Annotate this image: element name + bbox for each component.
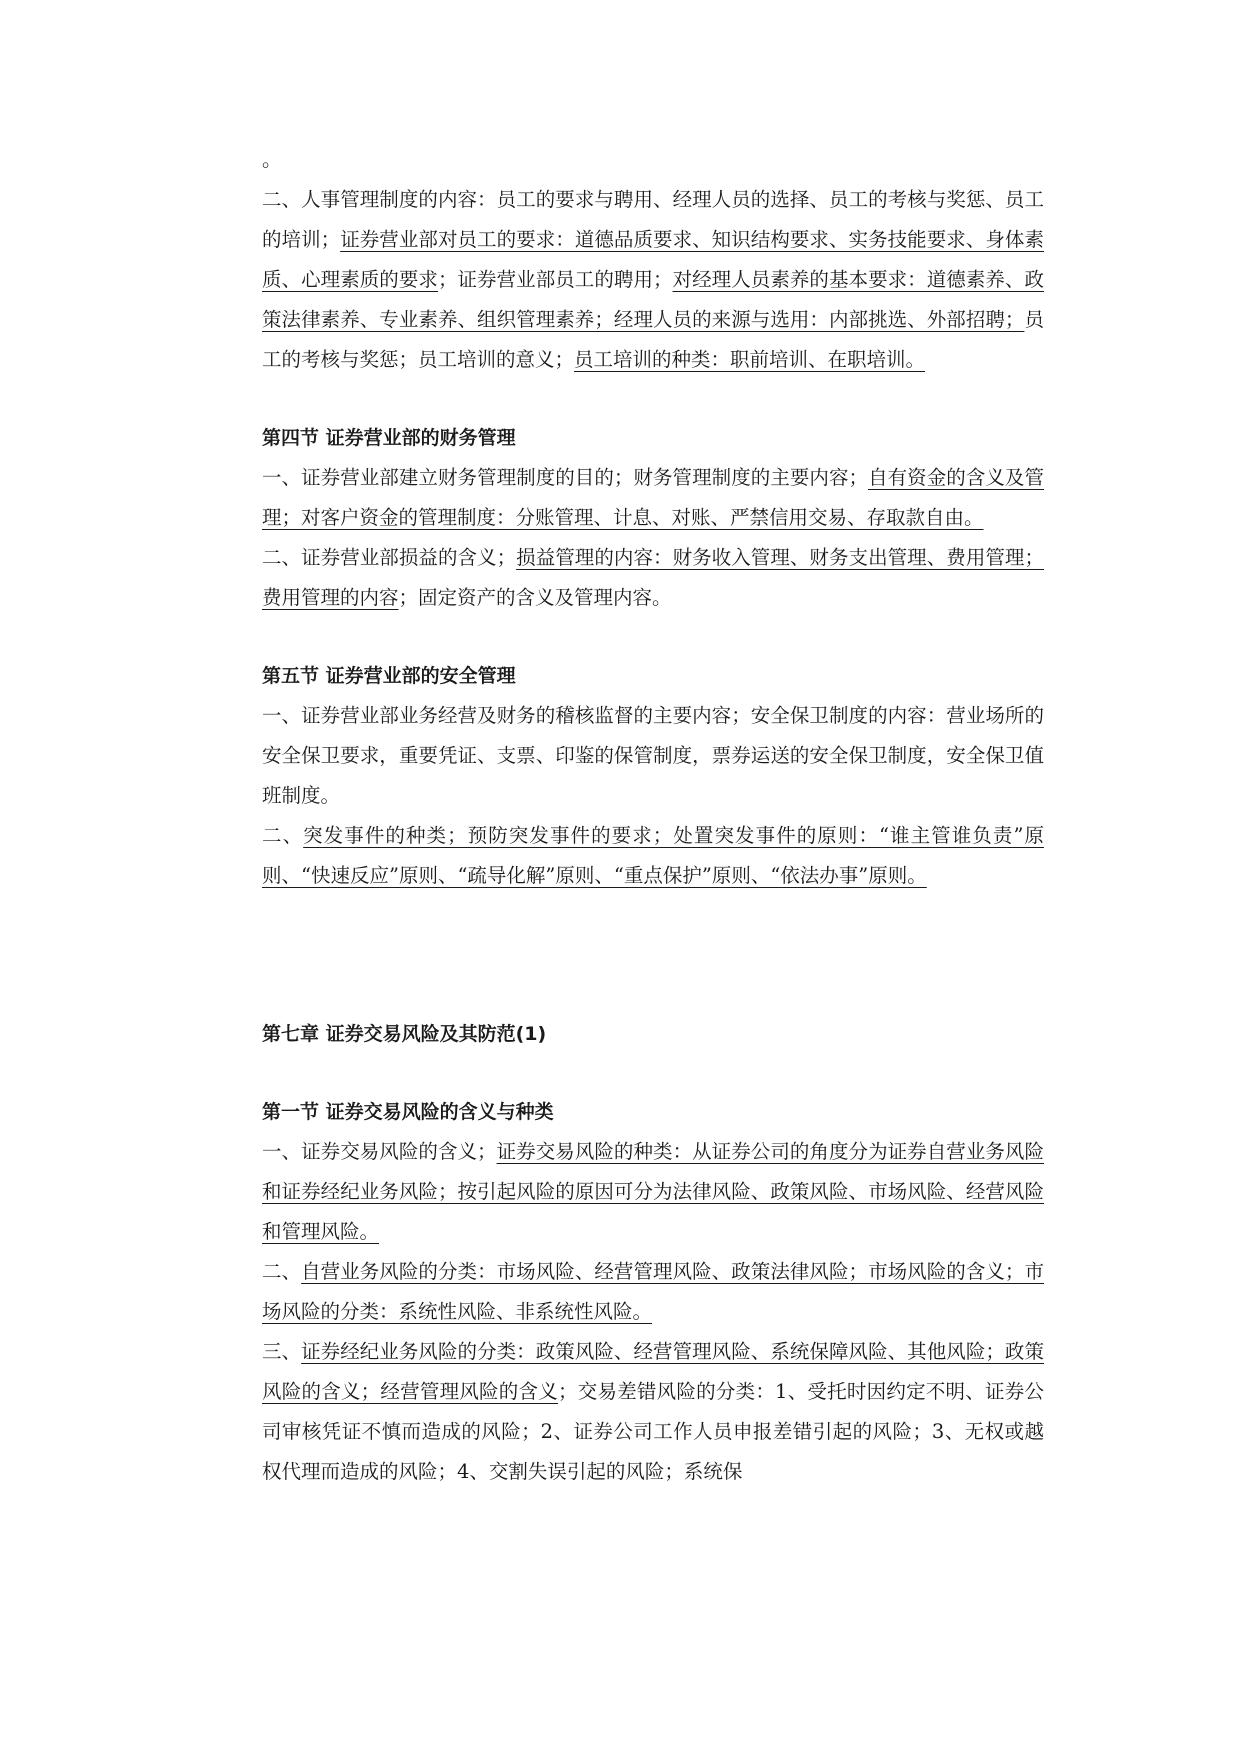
spacer xyxy=(262,618,1044,656)
section5-paragraph-1 xyxy=(262,696,1044,816)
text-run: ；证券营业部员工的聘用； xyxy=(437,268,673,291)
underlined-text: 自营业务风险的分类：市场风险、经营管理风险、政策法律风险；市场风险的含义；市场风险的分类：系统性风险、非系统性风险。 xyxy=(262,1260,1044,1323)
section1-paragraph-1 xyxy=(262,1132,1044,1252)
underlined-text: 自有资金的含义及管理；对客户资金的管理制度：分账管理、计息、对账、严禁信用交易、存取款自由。 xyxy=(262,466,1044,529)
section5-paragraph-2 xyxy=(262,816,1044,896)
text-run: 一、证券交易风险的含义； xyxy=(262,1140,497,1163)
underlined-text: 证券交易风险的种类：从证券公司的角度分为证券自营业务风险和证券经纪业务风险；按引起风险的原因可分为法律风险、政策风险、市场风险、经营风险和管理风险。 xyxy=(262,1140,1044,1243)
lead-mark: 。 xyxy=(262,148,282,171)
underlined-text: 证券经纪业务风险的分类：政策风险、经营管理风险、系统保障风险、其他风险；政策风险的含义；经营管理风险的含义 xyxy=(262,1340,1044,1403)
underlined-text: 突发事件的种类；预防突发事件的要求；处置突发事件的原则：“谁主管谁负责”原则、“快速反应”原则、“疏导化解”原则、“重点保护”原则、“依法办事”原则。 xyxy=(262,824,1044,887)
text-run: 三、 xyxy=(262,1340,302,1363)
text-run: ；固定资产的含义及管理内容。 xyxy=(398,586,672,609)
section1-heading: 第一节 证券交易风险的含义与种类 xyxy=(262,1101,554,1123)
section4-paragraph-1 xyxy=(262,458,1044,538)
section1-paragraph-3 xyxy=(262,1332,1044,1492)
text-run: 一、证券营业部建立财务管理制度的目的；财务管理制度的主要内容； xyxy=(262,466,869,489)
chapter7-heading: 第七章 证券交易风险及其防范(1) xyxy=(262,1023,547,1045)
text-run: 二、证券营业部损益的含义； xyxy=(262,546,517,569)
section1-paragraph-2 xyxy=(262,1252,1044,1332)
section4-heading: 第四节 证券营业部的财务管理 xyxy=(262,427,516,449)
text-run: 一、证券营业部业务经营及财务的稽核监督的主要内容；安全保卫制度的内容：营业场所的安全保卫要求，重要凭证、支票、印鉴的保管制度，票券运送的安全保卫制度，安全保卫值班制度。 xyxy=(262,704,1044,807)
spacer xyxy=(262,1054,1044,1092)
text-run: 二、 xyxy=(262,1260,302,1283)
text-run: 员工的考核与奖惩；员工培训的意义； xyxy=(262,308,1044,371)
underlined-text: 员工培训的种类：职前培训、在职培训。 xyxy=(574,348,926,371)
section5-heading: 第五节 证券营业部的安全管理 xyxy=(262,665,516,687)
underlined-text: 损益管理的内容：财务收入管理、财务支出管理、费用管理；费用管理的内容 xyxy=(262,546,1044,609)
section4-paragraph-2 xyxy=(262,538,1044,618)
personnel-paragraph xyxy=(262,180,1044,380)
text-run: 二、人事管理制度的内容：员工的要求与聘用、经理人员的选择、员工的考核与奖惩、员工的培训； xyxy=(262,188,1044,251)
underlined-text: 对经理人员素养的基本要求：道德素养、政策法律素养、专业素养、组织管理素养；经理人员的来源与选用：内部挑选、外部招聘； xyxy=(262,268,1044,331)
spacer xyxy=(262,896,1044,1014)
text-run: 二、 xyxy=(262,824,304,847)
text-column xyxy=(262,140,1044,1492)
text-run: ；交易差错风险的分类：1、受托时因约定不明、证券公司审核凭证不慎而造成的风险；2、证券公司工作人员申报差错引起的风险；3、无权或越权代理而造成的风险；4、交割失误引起的风险；系统保 xyxy=(262,1380,1044,1483)
spacer xyxy=(262,380,1044,418)
underlined-text: 证券营业部对员工的要求：道德品质要求、知识结构要求、实务技能要求、身体素质、心理素质的要求 xyxy=(262,228,1044,291)
